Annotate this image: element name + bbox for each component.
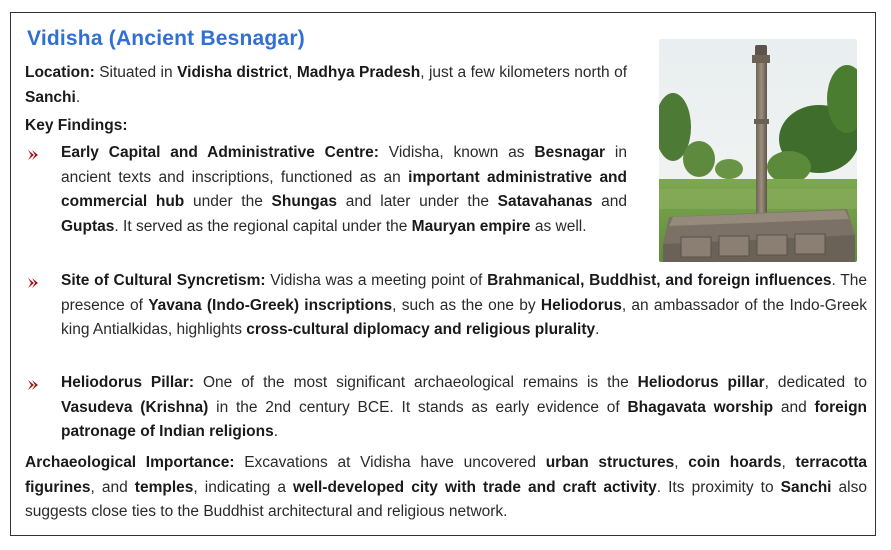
finding-2-bold-2: Yavana (Indo-Greek) inscriptions xyxy=(148,296,393,314)
importance-text-7: also suggests close ties to the Buddhist architectural and religious network. xyxy=(25,478,867,520)
finding-3-text-5: . xyxy=(273,423,279,440)
heliodorus-pillar-photo xyxy=(659,39,857,262)
finding-1-text-1: Vidisha, known as xyxy=(378,144,535,161)
finding-3 xyxy=(61,371,867,445)
finding-2-heading: Site of Cultural Syncretism: xyxy=(61,272,266,289)
finding-2-text-3: , such as the one by xyxy=(392,296,541,314)
chevron-bullet-icon xyxy=(27,277,39,289)
finding-2-text-1: Vidisha was a meeting point of xyxy=(265,272,488,289)
finding-3-text-2: , dedicated to xyxy=(764,374,867,391)
finding-1-bold-1: Besnagar xyxy=(534,144,606,161)
importance-bold-1: urban structures xyxy=(545,454,675,471)
finding-1 xyxy=(61,141,627,239)
importance-text-5: , indicating a xyxy=(193,478,294,496)
finding-2-text-2: . The presence of xyxy=(61,272,867,314)
importance-bold-2: coin hoards xyxy=(688,454,782,471)
importance-text-1: Excavations at Vidisha have uncovered xyxy=(234,454,546,471)
finding-3-heading: Heliodorus Pillar: xyxy=(61,374,194,391)
location-text-2: , xyxy=(288,64,297,81)
location-paragraph xyxy=(25,61,627,110)
location-text-1: Situated in xyxy=(94,64,178,81)
importance-bold-3: terracotta figurines xyxy=(25,454,867,496)
importance-bold-6: Sanchi xyxy=(780,478,832,496)
finding-2-bold-3: Heliodorus xyxy=(540,296,622,314)
finding-1-text-2: in ancient texts and inscriptions, functioned as an xyxy=(61,144,628,186)
page-title: Vidisha (Ancient Besnagar) xyxy=(27,27,305,50)
location-label: Location: xyxy=(25,64,95,81)
key-findings-label: Key Findings: xyxy=(25,117,128,134)
importance-text-3: , xyxy=(781,454,796,471)
finding-3-bold-1: Heliodorus pillar xyxy=(637,374,765,391)
finding-1-bold-5: Guptas xyxy=(61,217,115,235)
finding-2-bold-1: Brahmanical, Buddhist, and foreign influences xyxy=(487,272,832,289)
finding-2-bold-4: cross-cultural diplomacy and religious plurality xyxy=(246,321,596,338)
importance-label: Archaeological Importance: xyxy=(25,454,235,471)
finding-3-text-3: in the 2nd century BCE. It stands as early evidence of xyxy=(208,398,628,416)
finding-1-bold-4: Satavahanas xyxy=(497,193,593,210)
finding-2 xyxy=(61,269,867,343)
finding-1-text-5: and xyxy=(592,193,628,210)
importance-paragraph xyxy=(25,451,867,525)
finding-1-bold-3: Shungas xyxy=(271,193,337,210)
finding-2-text-5: . xyxy=(595,321,600,338)
finding-1-heading: Early Capital and Administrative Centre: xyxy=(61,144,379,161)
finding-3-bold-4: foreign patronage of Indian religions xyxy=(61,398,868,440)
finding-3-bold-3: Bhagavata worship xyxy=(627,398,774,416)
importance-text-2: , xyxy=(674,454,689,471)
importance-text-6: . Its proximity to xyxy=(656,478,781,496)
finding-1-bold-2: important administrative and commercial hub xyxy=(61,168,627,210)
location-bold-1: Vidisha district xyxy=(177,64,289,81)
key-findings-heading xyxy=(25,114,867,139)
importance-bold-4: temples xyxy=(134,478,194,496)
chevron-bullet-icon xyxy=(27,149,39,161)
pillar-illustration xyxy=(659,39,857,262)
finding-2-text-4: , an ambassador of the Indo-Greek king Antialkidas, highlights xyxy=(61,296,867,338)
info-card xyxy=(10,12,876,536)
finding-3-text-1: One of the most significant archaeological remains is the xyxy=(193,374,638,391)
finding-1-bold-6: Mauryan empire xyxy=(411,217,531,235)
location-text-3: , just a few kilometers north of xyxy=(420,64,628,81)
location-text-4: . xyxy=(75,88,81,106)
finding-1-text-6: . It served as the regional capital under the xyxy=(114,217,412,235)
finding-3-bold-2: Vasudeva (Krishna) xyxy=(61,398,209,416)
location-bold-3: Sanchi xyxy=(25,88,76,106)
finding-1-text-4: and later under the xyxy=(337,193,498,210)
location-bold-2: Madhya Pradesh xyxy=(296,64,421,81)
chevron-bullet-icon xyxy=(27,379,39,391)
finding-3-text-4: and xyxy=(773,398,815,416)
importance-bold-5: well-developed city with trade and craft activity xyxy=(293,478,657,496)
finding-1-text-7: as well. xyxy=(530,217,587,235)
importance-text-4: , and xyxy=(90,478,135,496)
finding-1-text-3: under the xyxy=(184,193,272,210)
